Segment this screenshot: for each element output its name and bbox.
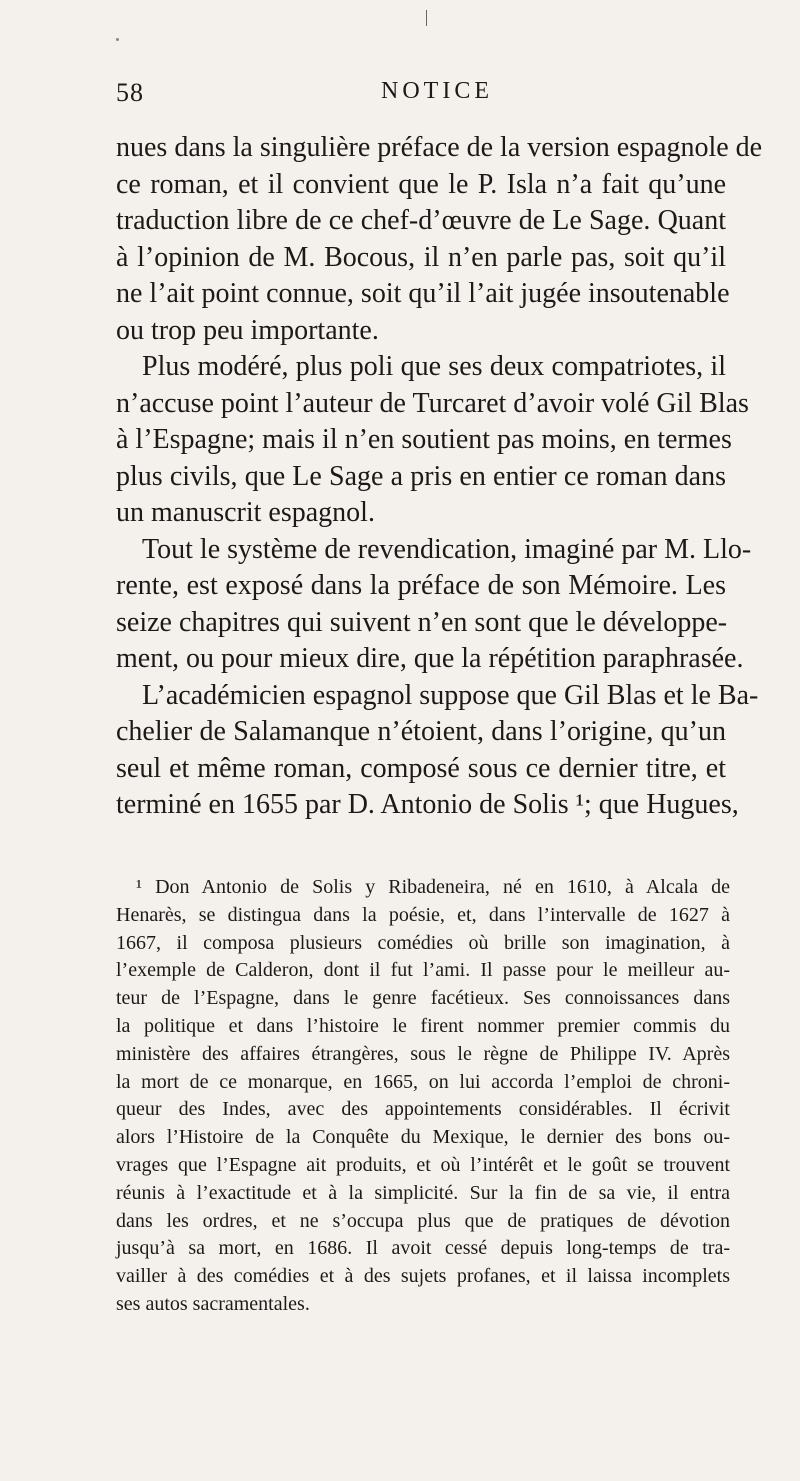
text-line: ne l’ait point connue, soit qu’il l’ait jugée insoutenable (116, 278, 730, 309)
main-text (116, 130, 763, 824)
footnote-line: teur de l’Espagne, dans le genre facétieux. Ses connoissances dans (116, 987, 730, 1010)
page-dot (116, 38, 119, 41)
text-line: ment, ou pour mieux dire, que la répétition paraphrasée. (116, 643, 744, 674)
page-number: 58 (116, 78, 144, 107)
page-mark (426, 10, 427, 26)
running-head: NOTICE (381, 78, 493, 104)
text-line: rente, est exposé dans la préface de son Mémoire. Les (116, 570, 726, 601)
text-line: à l’Espagne; mais il n’en soutient pas moins, en termes (116, 424, 732, 455)
text-line: nues dans la singulière préface de la version espagnole de (116, 132, 763, 163)
text-line: Plus modéré, plus poli que ses deux compatriotes, il (142, 351, 726, 382)
text-line: n’accuse point l’auteur de Turcaret d’avoir volé Gil Blas (116, 387, 749, 419)
text-line: seul et même roman, composé sous ce dernier titre, et (116, 752, 726, 784)
footnote-line: ministère des affaires étrangères, sous le règne de Philippe IV. Après (116, 1042, 730, 1065)
footnote-line: la politique et dans l’histoire le firent nommer premier commis du (116, 1014, 730, 1037)
text-line: Tout le système de revendication, imaginé par M. Llo- (142, 533, 752, 565)
footnote-line: vailler à des comédies et à des sujets profanes, et il laissa incomplets (116, 1265, 730, 1288)
footnote-line: la mort de ce monarque, en 1665, on lui accorda l’emploi de chroni- (116, 1070, 730, 1093)
page-header (116, 78, 726, 114)
footnote (116, 874, 730, 1319)
footnote-line: vrages que l’Espagne ait produits, et où l’intérêt et le goût se trouvent (116, 1153, 730, 1176)
footnote-line: ¹ Don Antonio de Solis y Ribadeneira, né en 1610, à Alcala de (136, 876, 730, 898)
footnote-line: l’exemple de Calderon, dont il fut l’ami. Il passe pour le meilleur au- (116, 959, 730, 982)
text-line: seize chapitres qui suivent n’en sont que le développe- (116, 606, 728, 638)
footnote-line: 1667, il composa plusieurs comédies où brille son imagination, à (116, 931, 730, 954)
text-line: ce roman, et il convient que le P. Isla n’a fait qu’une (116, 168, 726, 200)
footnote-line: ses autos sacramentales. (116, 1292, 310, 1315)
footnote-line: dans les ordres, et ne s’occupa plus que de pratiques de dévotion (116, 1209, 730, 1232)
footnote-line: alors l’Histoire de la Conquête du Mexique, le dernier des bons ou- (116, 1126, 730, 1149)
text-line: un manuscrit espagnol. (116, 497, 375, 528)
footnote-line: Henarès, se distingua dans la poésie, et, dans l’intervalle de 1627 à (116, 903, 730, 926)
text-line: terminé en 1655 par D. Antonio de Solis ¹; que Hugues, (116, 789, 739, 820)
text-line: chelier de Salamanque n’étoient, dans l’origine, qu’un (116, 716, 726, 747)
text-line: traduction libre de ce chef-d’œuvre de Le Sage. Quant (116, 205, 726, 236)
text-line: ou trop peu importante. (116, 314, 379, 346)
text-line: plus civils, que Le Sage a pris en entier ce roman dans (116, 460, 726, 492)
text-line: L’académicien espagnol suppose que Gil Blas et le Ba- (142, 679, 759, 711)
text-line: à l’opinion de M. Bocous, il n’en parle pas, soit qu’il (116, 241, 726, 273)
footnote-line: jusqu’à sa mort, en 1686. Il avoit cessé depuis long-temps de tra- (116, 1237, 730, 1260)
footnote-line: queur des Indes, avec des appointements considérables. Il écrivit (116, 1098, 730, 1121)
footnote-line: réunis à l’exactitude et à la simplicité. Sur la fin de sa vie, il entra (116, 1181, 730, 1204)
